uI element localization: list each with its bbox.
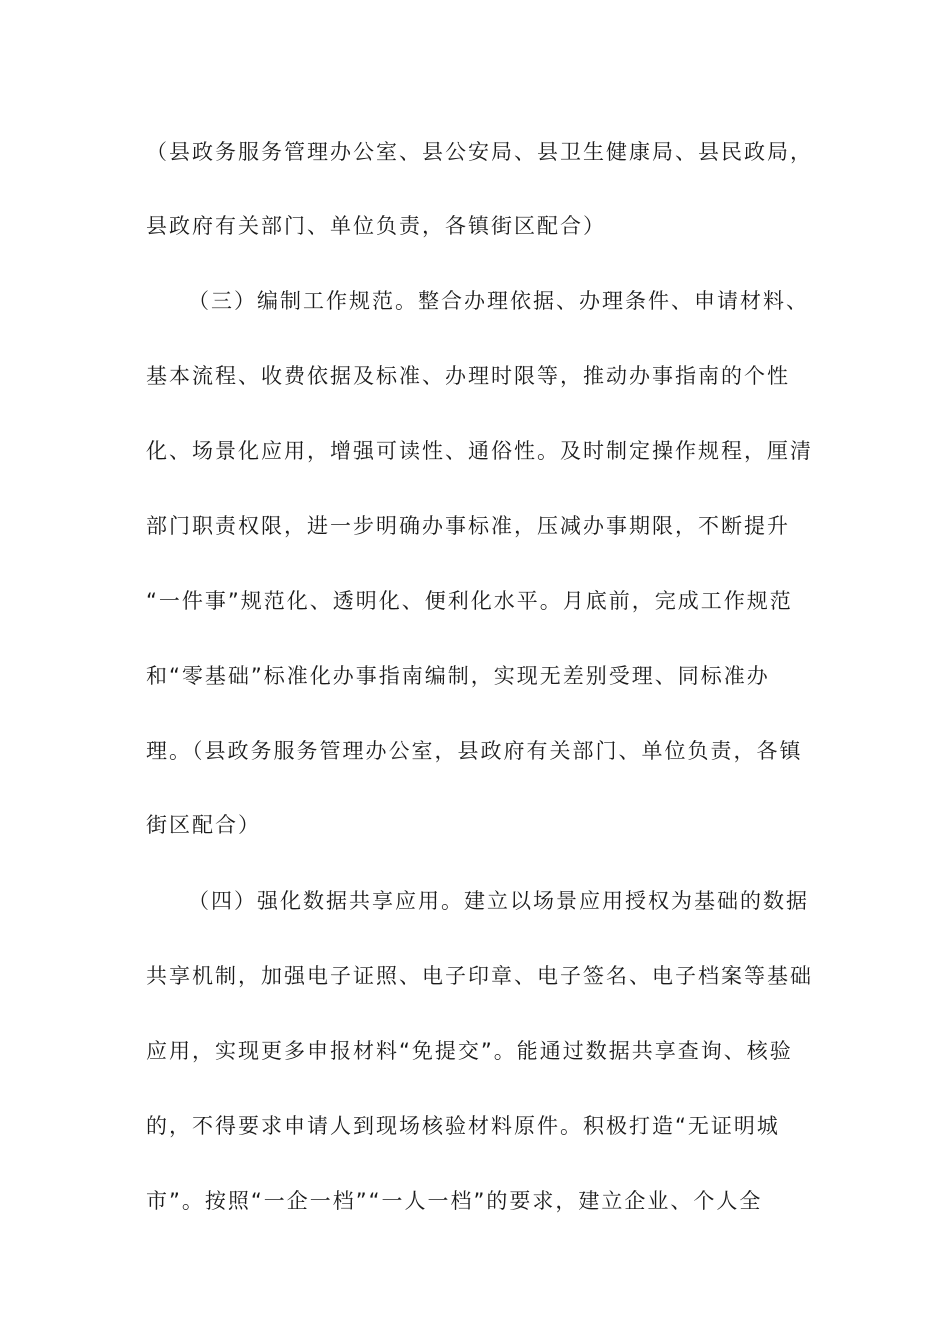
text-line: 共享机制，加强电子证照、电子印章、电子签名、电子档案等基础 (146, 964, 813, 988)
text-line: 和“零基础”标准化办事指南编制，实现无差别受理、同标准办 (146, 664, 770, 688)
text-line: 理。（县政务服务管理办公室，县政府有关部门、单位负责，各镇 (146, 739, 803, 763)
text-line: 应用，实现更多申报材料“免提交”。能通过数据共享查询、核验 (146, 1039, 793, 1063)
text-line: 部门职责权限，进一步明确办事标准，压减办事期限，不断提升 (146, 514, 790, 538)
paragraph-heading-3: （三）编制工作规范。整合办理依据、办理条件、申请材料、 (188, 289, 809, 313)
text-line: 街区配合） (146, 813, 261, 837)
text-line: 的，不得要求申请人到现场核验材料原件。积极打造“无证明城 (146, 1114, 780, 1138)
text-line: 化、场景化应用，增强可读性、通俗性。及时制定操作规程，厘清 (146, 439, 813, 463)
text-line: （县政务服务管理办公室、县公安局、县卫生健康局、县民政局， (146, 140, 813, 164)
text-line: “一件事”规范化、透明化、便利化水平。月底前，完成工作规范 (146, 589, 793, 613)
paragraph-heading-4: （四）强化数据共享应用。建立以场景应用授权为基础的数据 (188, 889, 809, 913)
text-line: 市”。按照“一企一档”“一人一档”的要求，建立企业、个人全 (146, 1189, 763, 1213)
text-line: 基本流程、收费依据及标准、办理时限等，推动办事指南的个性 (146, 364, 790, 388)
text-line: 县政府有关部门、单位负责，各镇街区配合） (146, 214, 606, 238)
